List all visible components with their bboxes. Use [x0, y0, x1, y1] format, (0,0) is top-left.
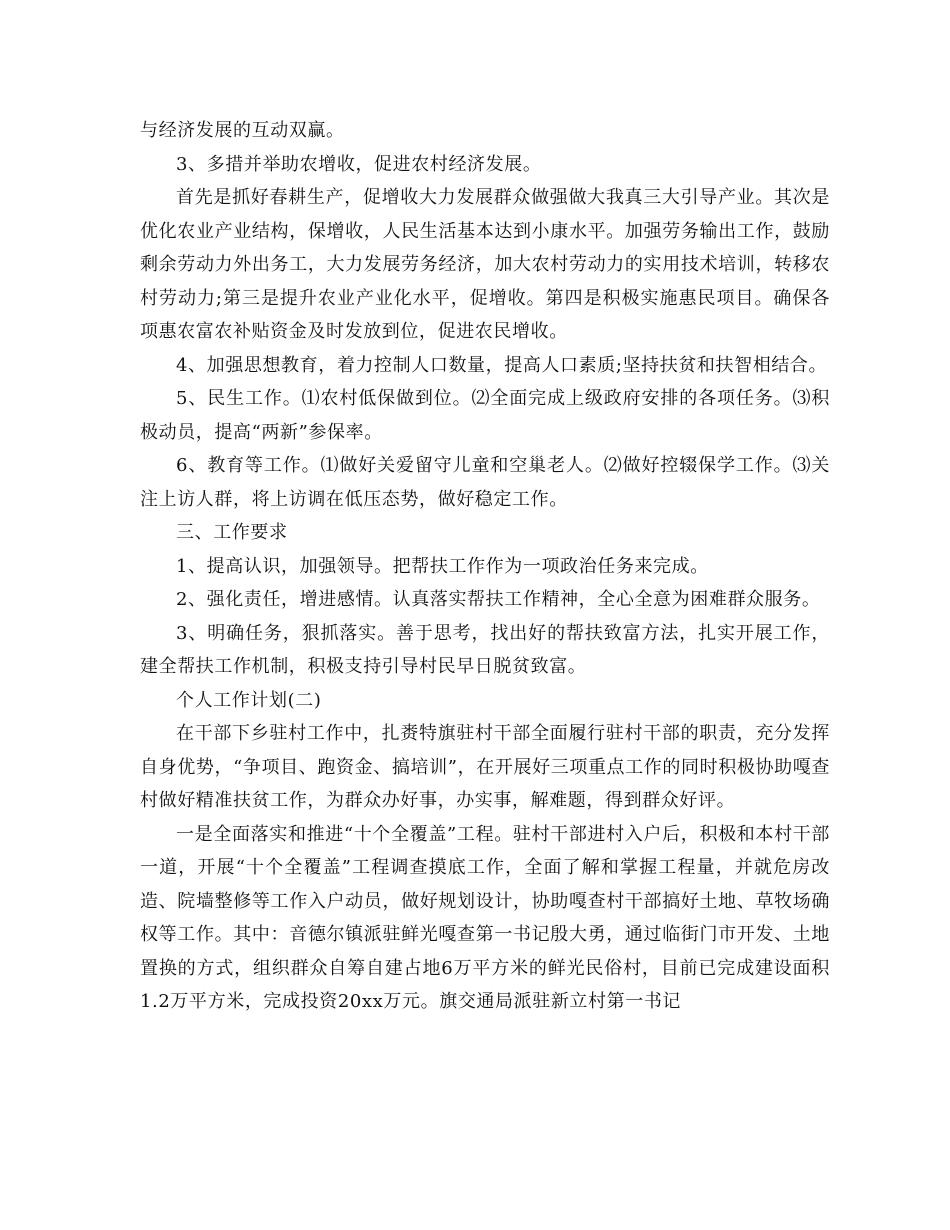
paragraph-2: 3、多措并举助农增收，促进农村经济发展。 [176, 153, 542, 175]
paragraph-9: 2、强化责任，增进感情。认真落实帮扶工作精神，全心全意为困难群众服务。 [176, 589, 821, 610]
paragraph-1: 与经济发展的互动双赢。 [140, 120, 345, 141]
document-body [140, 114, 830, 1019]
paragraph-12: 在干部下乡驻村工作中，扎赉特旗驻村干部全面履行驻村干部的职责，充分发挥自身优势，“争项目、跑资金、搞培训”，在开展好三项重点工作的同时积极协助嘎查村做好精准扶贫工作，为群众办好事，办实事，解难题，得到群众好评。 [140, 723, 830, 811]
paragraph-10: 3、明确任务，狠抓落实。善于思考，找出好的帮扶致富方法，扎实开展工作，建全帮扶工作机制，积极支持引导村民早日脱贫致富。 [140, 622, 830, 677]
section-heading-work-requirements: 三、工作要求 [176, 522, 288, 543]
paragraph-4: 4、加强思想教育，着力控制人口数量，提高人口素质;坚持扶贫和扶智相结合。 [176, 354, 828, 376]
paragraph-6: 6、教育等工作。⑴做好关爱留守儿童和空巢老人。⑵做好控辍保学工作。⑶关注上访人群，将上访调在低压态势，做好稳定工作。 [140, 455, 830, 510]
section-heading-personal-plan-2: 个人工作计划(二) [176, 689, 322, 711]
paragraph-5: 5、民生工作。⑴农村低保做到位。⑵全面完成上级政府安排的各项任务。⑶积极动员，提高“两新”参保率。 [140, 388, 830, 443]
paragraph-8: 1、提高认识，加强领导。把帮扶工作作为一项政治任务来完成。 [176, 555, 709, 577]
paragraph-13: 一是全面落实和推进“十个全覆盖”工程。驻村干部进村入户后，积极和本村干部一道，开展“十个全覆盖”工程调查摸底工作，全面了解和掌握工程量，并就危房改造、院墙整修等工作入户动员，做好规划设计，协助嘎查村干部搞好土地、草牧场确权等工作。其中：音德尔镇派驻鲜光嘎查第一书记殷大勇，通过临街门市开发、土地置换的方式，组织群众自筹自建占地6万平方米的鲜光民俗村，目前已完成建设面积1.2万平方米，完成投资20xx万元。旗交通局派驻新立村第一书记 [140, 823, 830, 1012]
paragraph-3: 首先是抓好春耕生产，促增收大力发展群众做强做大我真三大引导产业。其次是优化农业产业结构，保增收，人民生活基本达到小康水平。加强劳务输出工作，鼓励剩余劳动力外出务工，大力发展劳务经济，加大农村劳动力的实用技术培训，转移农村劳动力;第三是提升农业产业化水平，促增收。第四是积极实施惠民项目。确保各项惠农富农补贴资金及时发放到位，促进农民增收。 [140, 187, 830, 342]
